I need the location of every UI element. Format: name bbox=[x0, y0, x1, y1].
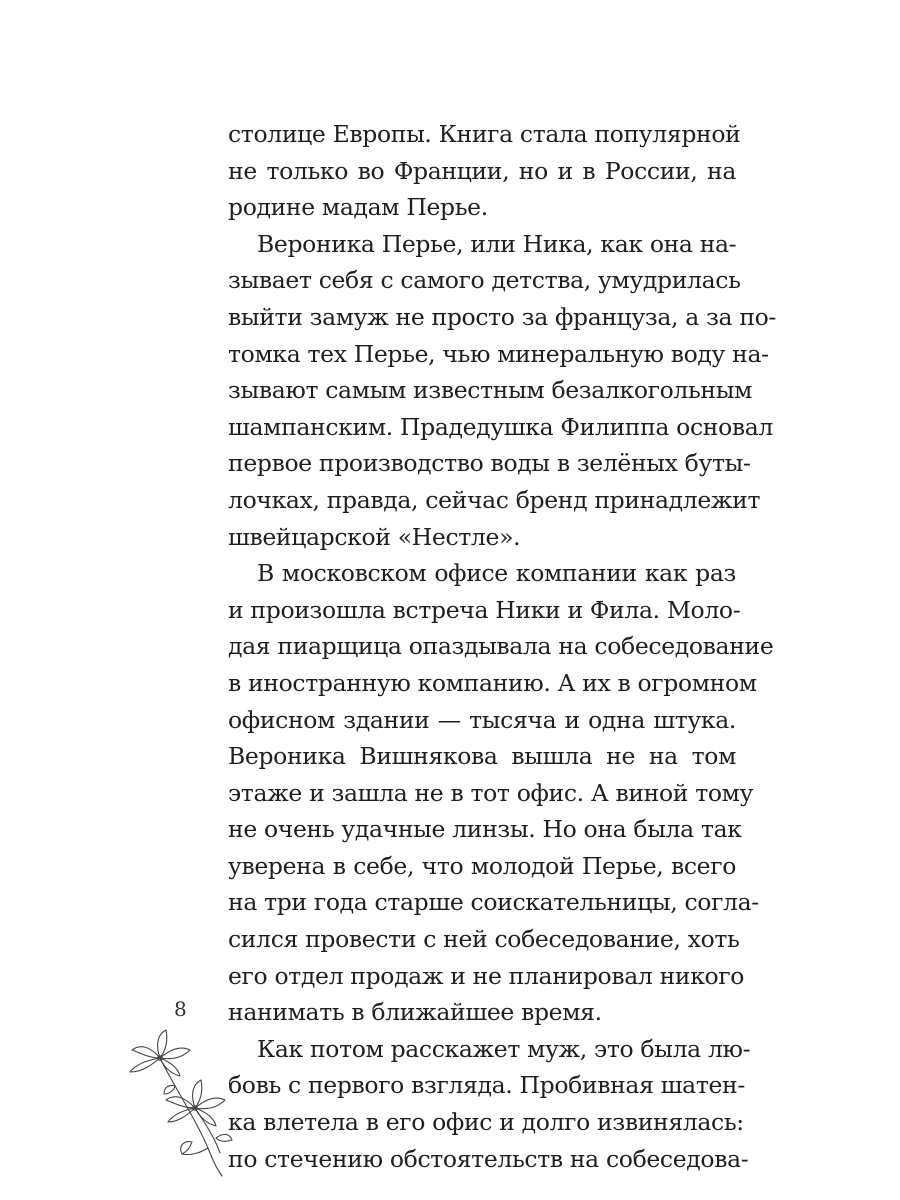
flower-sprig-icon bbox=[120, 1028, 240, 1178]
text-line: не очень удачные линзы. Но она была так bbox=[228, 815, 742, 844]
text-line: уверена в себе, что молодой Перье, всего bbox=[228, 851, 736, 880]
text-line: в иностранную компанию. А их в огромном bbox=[228, 668, 757, 697]
text-line: первое производство воды в зелёных буты- bbox=[228, 449, 751, 478]
text-line: нанимать в ближайшее время. bbox=[228, 998, 602, 1027]
text-line: ка влетела в его офис и долго извинялась: bbox=[228, 1108, 744, 1137]
text-line: на три года старше соискательницы, согла- bbox=[228, 888, 759, 917]
text-line: Вероника Вишнякова вышла не на том bbox=[228, 742, 736, 771]
text-line: Вероника Перье, или Ника, как она на- bbox=[257, 229, 737, 258]
text-line: шампанским. Прадедушка Филиппа основал bbox=[228, 412, 773, 441]
text-line: зывает себя с самого детства, умудрилась bbox=[228, 266, 741, 295]
page-number: 8 bbox=[174, 997, 187, 1021]
text-line: не только во Франции, но и в России, на bbox=[228, 156, 736, 185]
text-line: томка тех Перье, чью минеральную воду на- bbox=[228, 339, 769, 368]
text-line: офисном здании — тысяча и одна штука. bbox=[228, 705, 736, 734]
text-line: его отдел продаж и не планировал никого bbox=[228, 961, 745, 990]
body-text bbox=[228, 116, 777, 1177]
text-line: зывают самым известным безалкогольным bbox=[228, 376, 753, 405]
text-line: и произошла встреча Ники и Фила. Моло- bbox=[228, 595, 741, 624]
text-line: столице Европы. Книга стала популярной bbox=[228, 120, 741, 148]
text-line: бовь с первого взгляда. Пробивная шатен- bbox=[228, 1071, 745, 1100]
text-line: родине мадам Перье. bbox=[228, 193, 488, 222]
text-line: по стечению обстоятельств на собеседова- bbox=[228, 1144, 749, 1173]
text-line: швейцарской «Нестле». bbox=[228, 522, 521, 551]
text-line: лочках, правда, сейчас бренд принадлежит bbox=[228, 485, 761, 514]
text-line: дая пиарщица опаздывала на собеседование bbox=[228, 632, 774, 661]
text-line: В московском офисе компании как раз bbox=[257, 559, 736, 588]
text-line: выйти замуж не просто за француза, а за по- bbox=[228, 302, 777, 331]
text-line: Как потом расскажет муж, это была лю- bbox=[257, 1034, 751, 1063]
text-line: этаже и зашла не в тот офис. А виной тому bbox=[228, 778, 754, 807]
text-line: сился провести с ней собеседование, хоть bbox=[228, 925, 740, 954]
